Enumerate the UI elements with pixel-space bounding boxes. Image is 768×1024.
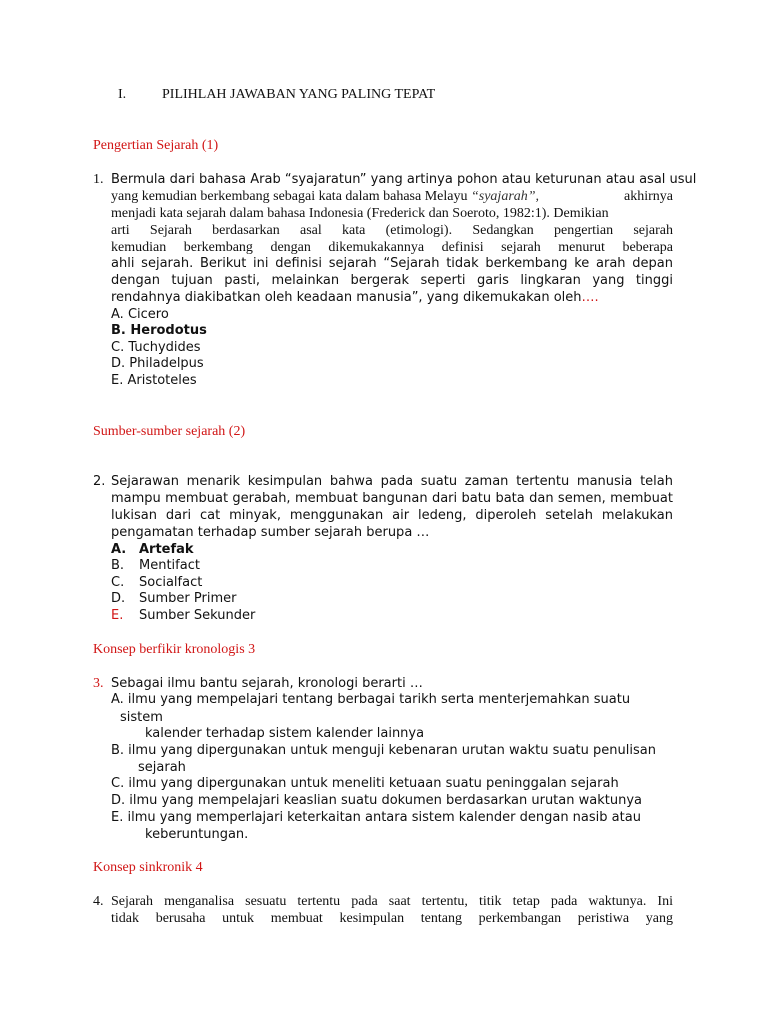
question-number-1: 1. [93,172,104,187]
q3-option-e[interactable]: E. ilmu yang memperlajari keterkaitan antara sistem kalender dengan nasib atau [111,810,641,825]
question-1-line-3: menjadi kata sejarah dalam bahasa Indonesia (Frederick dan Soeroto, 1982:1). Demikian [111,206,609,221]
question-2-line-1: Sejarawan menarik kesimpulan bahwa pada suatu zaman tertentu manusia telah [111,474,673,489]
q3-option-b[interactable]: B. ilmu yang dipergunakan untuk menguji kebenaran urutan waktu suatu penulisan [111,743,656,758]
q2-option-e[interactable]: E. Sumber Sekunder [111,608,256,623]
question-4-line-2: tidak berusaha untuk membuat kesimpulan tentang perkembangan peristiwa yang [111,911,673,926]
q1-option-d[interactable]: D. Philadelpus [111,356,204,371]
section-heading-3: Konsep berfikir kronologis 3 [93,642,256,657]
q3-option-b-cont: sejarah [138,760,186,775]
question-4-line-1: Sejarah menganalisa sesuatu tertentu pada saat tertentu, titik tetap pada waktunya. Ini [111,894,673,909]
q2-option-a[interactable]: A. Artefak [111,542,194,557]
question-1-line-7: dengan tujuan pasti, melainkan bergerak seperti garis lingkaran yang tinggi [111,273,673,288]
question-3-stem: Sebagai ilmu bantu sejarah, kronologi berarti … [111,676,423,691]
section-number: I. [118,87,127,102]
question-1-line-1: Bermula dari bahasa Arab “syajaratun” yang artinya pohon atau keturunan atau asal usul [111,172,697,187]
q3-option-a-cont-2: kalender terhadap sistem kalender lainnya [145,726,425,741]
question-1-line-4: arti Sejarah berdasarkan asal kata (etimologi). Sedangkan pengertian sejarah [111,223,673,238]
q2-option-d[interactable]: D. Sumber Primer [111,591,237,606]
q3-option-c[interactable]: C. ilmu yang dipergunakan untuk meneliti ketuaan suatu peninggalan sejarah [111,776,619,791]
question-1-line-5: kemudian berkembang dengan dikemukakannya definisi sejarah menurut beberapa [111,240,673,255]
q1-option-a[interactable]: A. Cicero [111,307,169,322]
section-heading-2: Sumber-sumber sejarah (2) [93,424,246,439]
page-title: PILIHLAH JAWABAN YANG PALING TEPAT [162,87,436,102]
question-1-line-6: ahli sejarah. Berikut ini definisi sejarah “Sejarah tidak berkembang ke arah depan [111,256,673,271]
q3-option-a-cont-1: sistem [120,710,163,725]
question-1-line-8: rendahnya diakibatkan oleh keadaan manusia”, yang dikemukakan oleh…. [111,290,599,305]
question-number-2: 2. [93,474,106,489]
q1-option-e[interactable]: E. Aristoteles [111,373,197,388]
question-1-line-2: yang kemudian berkembang sebagai kata dalam bahasa Melayu “syajarah”, akhirnya [111,189,673,204]
question-number-4: 4. [93,894,104,909]
question-2-line-4: pengamatan terhadap sumber sejarah berupa … [111,525,430,540]
q3-option-a[interactable]: A. ilmu yang mempelajari tentang berbagai tarikh serta menterjemahkan suatu [111,692,631,707]
q1-option-b[interactable]: B. Herodotus [111,323,207,338]
section-heading-1: Pengertian Sejarah (1) [93,138,219,153]
q3-option-e-cont: keberuntungan. [145,827,249,842]
q2-option-b[interactable]: B. Mentifact [111,558,200,573]
section-heading-4: Konsep sinkronik 4 [93,860,203,875]
question-number-3: 3. [93,676,104,691]
q3-option-d[interactable]: D. ilmu yang mempelajari keaslian suatu dokumen berdasarkan urutan waktunya [111,793,642,808]
question-2-line-3: lukisan dari cat minyak, menggunakan air ledeng, diperoleh setelah melakukan [111,508,673,523]
q1-option-c[interactable]: C. Tuchydides [111,340,201,355]
q2-option-c[interactable]: C. Socialfact [111,575,203,590]
question-2-line-2: mampu membuat gerabah, membuat bangunan dari batu bata dan semen, membuat [111,491,673,506]
